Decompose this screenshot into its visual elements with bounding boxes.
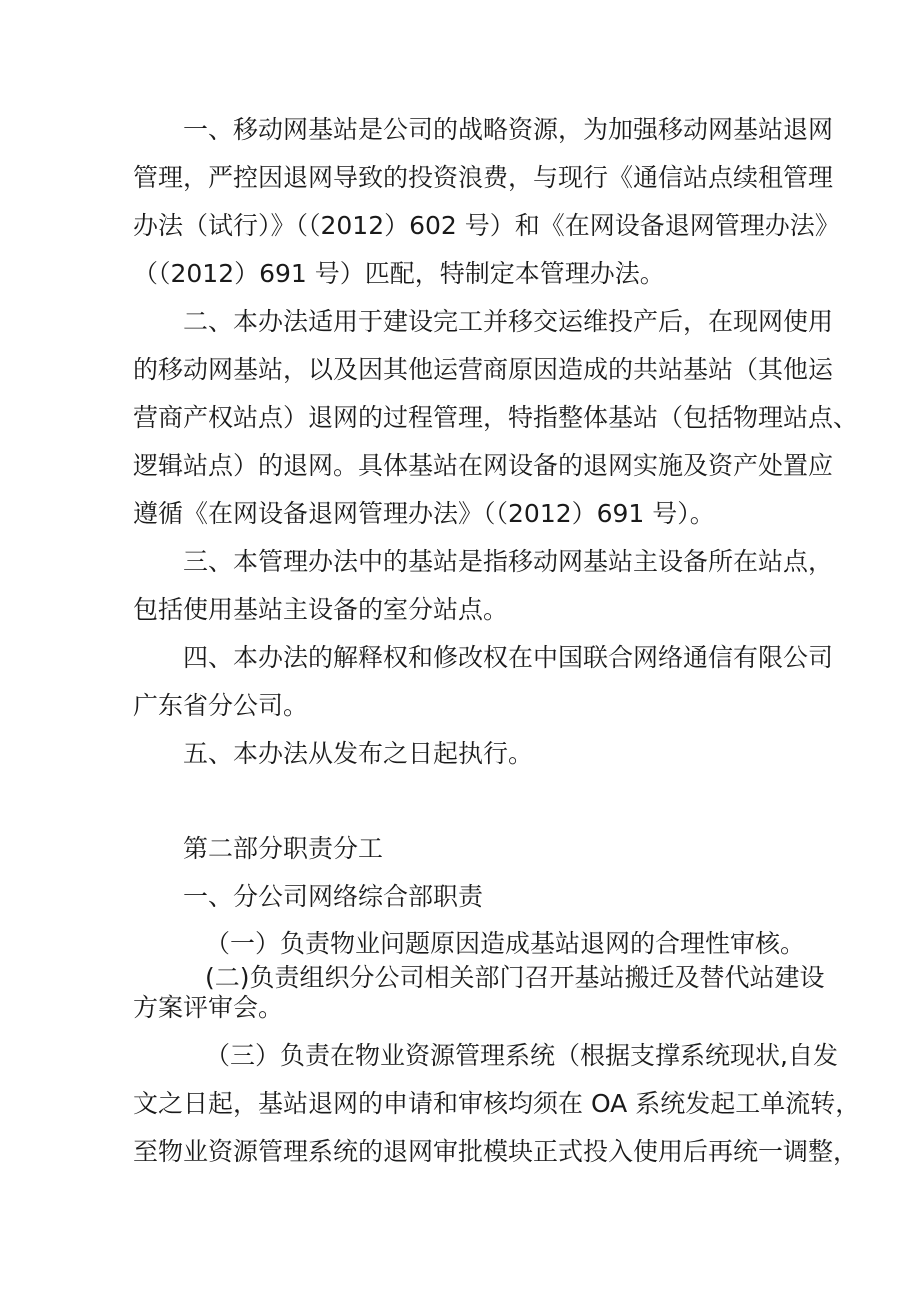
item-1-line-1: （一）负责物业问题原因造成基站退网的合理性审核。 — [205, 929, 806, 958]
paragraph-3-line-2: 包括使用基站主设备的室分站点。 — [133, 595, 509, 624]
item-2-line-1: (二)负责组织分公司相关部门召开基站搬迁及替代站建设 — [205, 963, 825, 992]
paragraph-3-line-1: 三、本管理办法中的基站是指移动网基站主设备所在站点， — [183, 547, 834, 576]
paragraph-1-line-2: 管理，严控因退网导致的投资浪费，与现行《通信站点续租管理 — [133, 163, 834, 192]
item-3-line-3: 至物业资源管理系统的退网审批模块正式投入使用后再统一调整， — [133, 1137, 859, 1166]
paragraph-2-line-2: 的移动网基站，以及因其他运营商原因造成的共站基站（其他运 — [133, 355, 834, 384]
item-2-line-2: 方案评审会。 — [133, 993, 284, 1022]
part-two-heading: 第二部分职责分工 — [183, 834, 384, 863]
paragraph-2-line-5: 遵循《在网设备退网管理办法》（（2012）691 号）。 — [133, 499, 715, 528]
paragraph-5-line-1: 五、本办法从发布之日起执行。 — [183, 739, 534, 768]
paragraph-1-line-4: （（2012）691 号）匹配，特制定本管理办法。 — [133, 259, 665, 288]
item-3-line-2: 文之日起，基站退网的申请和审核均须在 OA 系统发起工单流转， — [133, 1089, 861, 1118]
paragraph-2-line-3: 营商产权站点）退网的过程管理，特指整体基站（包括物理站点、 — [133, 403, 859, 432]
item-3-line-1: （三）负责在物业资源管理系统（根据支撑系统现状,自发 — [205, 1041, 838, 1070]
paragraph-2-line-4: 逻辑站点）的退网。具体基站在网设备的退网实施及资产处置应 — [133, 451, 834, 480]
section-1-heading: 一、分公司网络综合部职责 — [183, 882, 484, 911]
paragraph-4-line-2: 广东省分公司。 — [133, 691, 309, 720]
paragraph-1-line-1: 一、移动网基站是公司的战略资源，为加强移动网基站退网 — [183, 115, 834, 144]
paragraph-2-line-1: 二、本办法适用于建设完工并移交运维投产后，在现网使用 — [183, 307, 834, 336]
paragraph-1-line-3: 办法（试行）》（（2012）602 号）和《在网设备退网管理办法》 — [133, 211, 840, 240]
paragraph-4-line-1: 四、本办法的解释权和修改权在中国联合网络通信有限公司 — [183, 643, 834, 672]
